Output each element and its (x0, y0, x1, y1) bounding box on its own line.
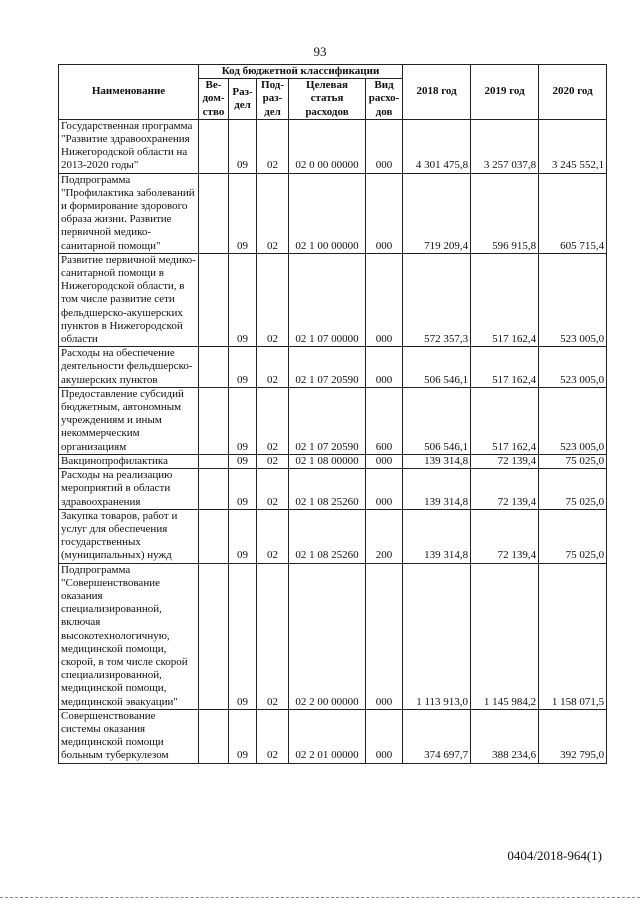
row-2019: 72 139,4 (471, 454, 539, 468)
row-vid: 000 (366, 347, 403, 388)
row-razdel: 09 (229, 469, 257, 510)
row-ved (199, 509, 229, 563)
row-podrazdel: 02 (257, 469, 289, 510)
row-name: Предоставление субсидий бюджетным, автономным учреждениям и иным некоммерческим организациям (59, 387, 199, 454)
row-2018: 572 357,3 (403, 253, 471, 346)
row-razdel: 09 (229, 173, 257, 253)
table-row (59, 509, 607, 563)
row-2019: 517 162,4 (471, 347, 539, 388)
table-row (59, 119, 607, 173)
row-2018: 506 546,1 (403, 387, 471, 454)
row-vid: 600 (366, 387, 403, 454)
row-name: Вакцинопрофилактика (59, 454, 199, 468)
row-vid: 000 (366, 119, 403, 173)
row-razdel: 09 (229, 563, 257, 709)
row-target: 02 1 07 20590 (289, 387, 366, 454)
row-podrazdel: 02 (257, 119, 289, 173)
row-ved (199, 173, 229, 253)
row-razdel: 09 (229, 253, 257, 346)
row-target: 02 1 08 25260 (289, 509, 366, 563)
row-name: Государственная программа "Развитие здравоохранения Нижегородской области на 2013-2020 годы" (59, 119, 199, 173)
row-2020: 605 715,4 (539, 173, 607, 253)
row-podrazdel: 02 (257, 173, 289, 253)
row-ved (199, 347, 229, 388)
row-2020: 75 025,0 (539, 509, 607, 563)
row-2019: 517 162,4 (471, 387, 539, 454)
row-name: Расходы на обеспечение деятельности фельдшерско-акушерских пунктов (59, 347, 199, 388)
row-ved (199, 709, 229, 763)
header-vid: Вид расхо- дов (366, 79, 403, 120)
row-2020: 523 005,0 (539, 253, 607, 346)
row-podrazdel: 02 (257, 253, 289, 346)
row-name: Развитие первичной медико-санитарной помощи в Нижегородской области, в том числе развитие сети фельдшерско-акушерских пунктов в Нижегородской области (59, 253, 199, 346)
table-row (59, 563, 607, 709)
row-name: Расходы на реализацию мероприятий в области здравоохранения (59, 469, 199, 510)
row-2018: 1 113 913,0 (403, 563, 471, 709)
row-vid: 000 (366, 454, 403, 468)
row-target: 02 2 00 00000 (289, 563, 366, 709)
row-razdel: 09 (229, 454, 257, 468)
row-2019: 1 145 984,2 (471, 563, 539, 709)
budget-table (58, 64, 607, 764)
row-razdel: 09 (229, 119, 257, 173)
header-podrazdel: Под- раз- дел (257, 79, 289, 120)
row-2018: 139 314,8 (403, 509, 471, 563)
row-2019: 3 257 037,8 (471, 119, 539, 173)
row-ved (199, 563, 229, 709)
row-name: Подпрограмма "Совершенствование оказания специализированной, включая высокотехнологичную, медицинской помощи, скорой, в том числе скорой специализированной, медицинской помощи, медицинской эвакуации" (59, 563, 199, 709)
row-podrazdel: 02 (257, 387, 289, 454)
table-row (59, 253, 607, 346)
row-target: 02 1 00 00000 (289, 173, 366, 253)
header-name: Наименование (59, 65, 199, 120)
row-vid: 000 (366, 563, 403, 709)
row-vid: 000 (366, 709, 403, 763)
row-2019: 72 139,4 (471, 469, 539, 510)
row-razdel: 09 (229, 709, 257, 763)
row-podrazdel: 02 (257, 347, 289, 388)
header-razdel: Раз- дел (229, 79, 257, 120)
row-2018: 506 546,1 (403, 347, 471, 388)
row-target: 02 1 07 20590 (289, 347, 366, 388)
row-2018: 139 314,8 (403, 469, 471, 510)
row-vid: 000 (366, 469, 403, 510)
scan-edge-divider (0, 897, 640, 898)
header-2019: 2019 год (471, 65, 539, 120)
header-ved: Ве- дом- ство (199, 79, 229, 120)
row-2018: 139 314,8 (403, 454, 471, 468)
row-ved (199, 119, 229, 173)
row-razdel: 09 (229, 387, 257, 454)
row-ved (199, 454, 229, 468)
row-target: 02 1 08 25260 (289, 469, 366, 510)
row-name: Закупка товаров, работ и услуг для обеспечения государственных (муниципальных) нужд (59, 509, 199, 563)
table-row (59, 173, 607, 253)
header-target: Целевая статья расходов (289, 79, 366, 120)
row-ved (199, 253, 229, 346)
row-2018: 4 301 475,8 (403, 119, 471, 173)
header-classification-group: Код бюджетной классификации (199, 65, 403, 79)
row-name: Совершенствование системы оказания медицинской помощи больным туберкулезом (59, 709, 199, 763)
row-podrazdel: 02 (257, 563, 289, 709)
row-vid: 000 (366, 253, 403, 346)
row-2020: 75 025,0 (539, 469, 607, 510)
table-row (59, 347, 607, 388)
row-2020: 3 245 552,1 (539, 119, 607, 173)
row-name: Подпрограмма "Профилактика заболеваний и формирование здорового образа жизни. Развитие первичной медико-санитарной помощи" (59, 173, 199, 253)
row-2019: 517 162,4 (471, 253, 539, 346)
row-razdel: 09 (229, 347, 257, 388)
row-ved (199, 387, 229, 454)
row-2020: 75 025,0 (539, 454, 607, 468)
table-row (59, 387, 607, 454)
row-podrazdel: 02 (257, 709, 289, 763)
row-2020: 523 005,0 (539, 347, 607, 388)
row-razdel: 09 (229, 509, 257, 563)
row-target: 02 1 08 00000 (289, 454, 366, 468)
document-code: 0404/2018-964(1) (507, 848, 602, 863)
page-number: 93 (313, 44, 327, 59)
row-target: 02 0 00 00000 (289, 119, 366, 173)
table-row (59, 709, 607, 763)
row-2018: 374 697,7 (403, 709, 471, 763)
row-2019: 388 234,6 (471, 709, 539, 763)
row-vid: 200 (366, 509, 403, 563)
row-podrazdel: 02 (257, 509, 289, 563)
table-row (59, 469, 607, 510)
row-target: 02 1 07 00000 (289, 253, 366, 346)
row-2019: 596 915,8 (471, 173, 539, 253)
row-ved (199, 469, 229, 510)
row-podrazdel: 02 (257, 454, 289, 468)
header-2018: 2018 год (403, 65, 471, 120)
row-vid: 000 (366, 173, 403, 253)
row-target: 02 2 01 00000 (289, 709, 366, 763)
row-2020: 1 158 071,5 (539, 563, 607, 709)
row-2020: 523 005,0 (539, 387, 607, 454)
table-row (59, 454, 607, 468)
row-2019: 72 139,4 (471, 509, 539, 563)
row-2020: 392 795,0 (539, 709, 607, 763)
header-2020: 2020 год (539, 65, 607, 120)
row-2018: 719 209,4 (403, 173, 471, 253)
